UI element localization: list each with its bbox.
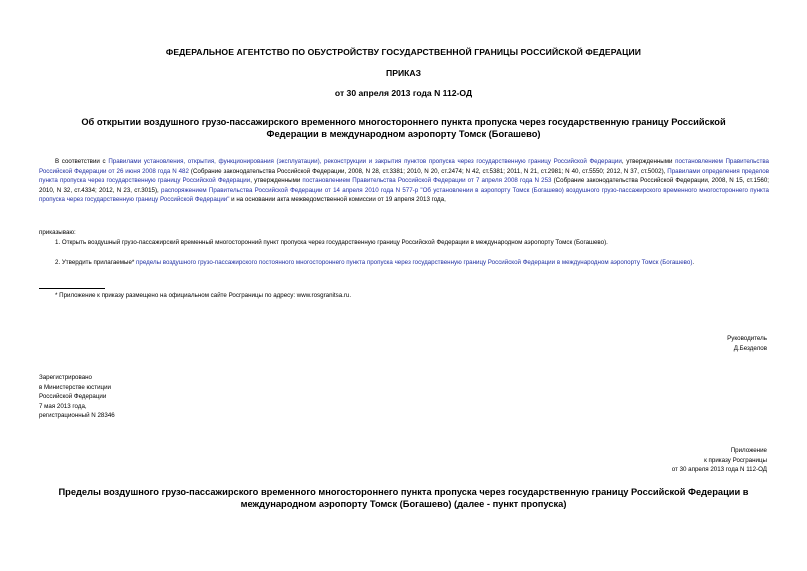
preamble-text-2: , утвержденными (621, 158, 676, 165)
order-title: Об открытии воздушного грузо-пассажирского временного многостороннего пункта пропуска через государственную границу Российской Федерации в международном аэропорту Томск (Богашево) (81, 117, 726, 139)
item-2-suffix: . (692, 259, 695, 266)
registration-line-4: 7 мая 2013 года, (39, 402, 87, 410)
link-limits-appendix[interactable]: пределы воздушного грузо-пассажирского постоянного многостороннего пункта пропуска через государственную границу Российской Федерации в международном аэропорту Томск (Богашево) (136, 259, 693, 266)
signature-block (727, 334, 767, 353)
preamble-text-3: (Собрание законодательства Российской Федерации, 2008, N 28, ст.3381; 2010, N 20, ст.2474; N 42, ст.5381; 2011, N 21, ст.2981; N 40, ст.5550; 2012, N 37, ст.5002), (188, 167, 668, 175)
registration-line-3: Российской Федерации (39, 393, 107, 401)
appendix-block (672, 446, 767, 475)
appendix-line-3: от 30 апреля 2013 года N 112-ОД (671, 466, 767, 474)
link-order-577[interactable]: распоряжением Правительства Российской Федерации от 14 апреля 2010 года N 577-р "Об установлении в аэропорту Томск (Богашево) воздушного грузо-пассажирского временного многостороннего пункта пропуска через государственную границу Российской Федерации" (39, 186, 769, 204)
registration-block (39, 373, 115, 421)
order-word: приказываю: (39, 229, 76, 236)
link-rules-establishment[interactable]: Правилами установления, открытия, функционирования (эксплуатации), реконструкции и закрытия пунктов пропуска через государственную границу Российской Федерации (108, 158, 622, 165)
appendix-line-2: к приказу Росграницы (704, 456, 767, 464)
link-resolution-253[interactable]: постановлением Правительства Российской Федерации от 7 апреля 2008 года N 253 (302, 177, 552, 185)
signature-position: Руководитель (727, 335, 767, 342)
registration-line-2: в Министерстве юстиции (39, 383, 112, 391)
appendix-title: Пределы воздушного грузо-пассажирского временного многостороннего пункта пропуска через государственную границу Российской Федерации в международном аэропорту Томск (Богашево) (далее - пункт пропуска) (58, 487, 749, 509)
footnote: * Приложение к приказу размещено на официальном сайте Росграницы по адресу: www.rosgranitsa.ru. (55, 292, 352, 299)
link-rules-limits[interactable]: Правилами определения пределов пункта пропуска через государственную границу Российской Федерации (39, 167, 769, 185)
preamble-text-5: (Собрание законодательства Российской Федерации, 2008, N 15, ст.1560; 2010, N 32, ст.4334; 2012, N 23, ст.3015), (39, 177, 770, 194)
item-2-prefix: 2. Утвердить прилагаемые* (55, 259, 137, 266)
document-type: ПРИКАЗ (386, 68, 421, 78)
preamble-paragraph (39, 157, 769, 205)
agency-name: ФЕДЕРАЛЬНОЕ АГЕНТСТВО ПО ОБУСТРОЙСТВУ ГОСУДАРСТВЕННОЙ ГРАНИЦЫ РОССИЙСКОЙ ФЕДЕРАЦИИ (165, 47, 642, 57)
preamble-text-4: , утвержденными (250, 177, 303, 185)
footnote-divider (39, 288, 105, 289)
preamble-text-6: и на основании акта межведомственной комиссии от 19 апреля 2013 года, (229, 196, 446, 204)
link-resolution-482[interactable]: постановлением Правительства Российской Федерации от 26 июня 2008 года N 482 (39, 158, 769, 175)
order-item-1: 1. Открыть воздушный грузо-пассажирский временный многосторонний пункт пропуска через государственную границу Российской Федерации в международном аэропорту Томск (Богашево). (55, 239, 608, 246)
signature-name: Д.Безделов (733, 344, 767, 352)
order-item-2 (39, 258, 769, 268)
registration-line-5: регистрационный N 28346 (39, 412, 115, 420)
order-date-number: от 30 апреля 2013 года N 112-ОД (334, 88, 473, 98)
preamble-text-1: В соответствии с (55, 158, 109, 165)
appendix-line-1: Приложение (730, 447, 767, 454)
registration-line-1: Зарегистрировано (39, 374, 92, 381)
